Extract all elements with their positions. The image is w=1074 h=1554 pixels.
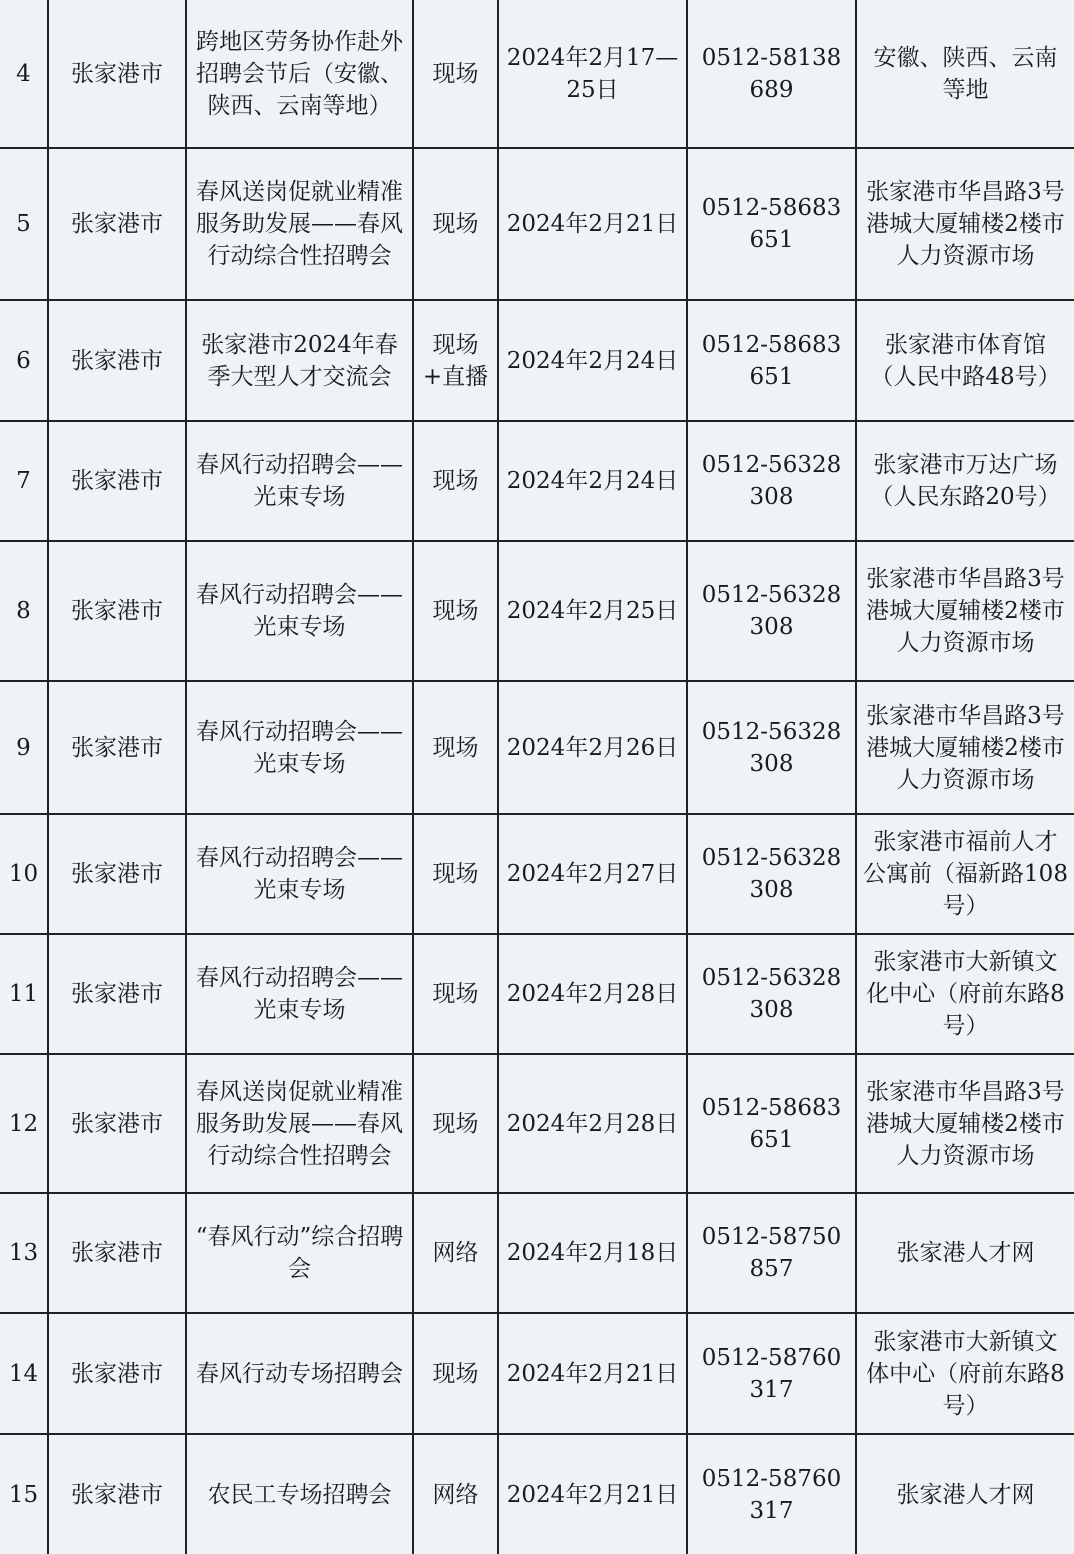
date-cell: 2024年2月24日 [498,300,687,421]
event-name-cell: 春风行动招聘会——光束专场 [186,541,413,681]
event-name-cell: “春风行动”综合招聘会 [186,1193,413,1313]
city-cell: 张家港市 [48,1054,186,1193]
phone-cell: 0512-58760317 [687,1434,856,1554]
location-cell: 安徽、陕西、云南等地 [856,0,1074,148]
location-cell: 张家港人才网 [856,1434,1074,1554]
location-cell: 张家港市华昌路3号港城大厦辅楼2楼市人力资源市场 [856,148,1074,300]
table-row [0,681,1074,814]
location-cell: 张家港市大新镇文化中心（府前东路8号） [856,934,1074,1054]
mode-cell: 现场 [413,814,498,934]
table-row [0,541,1074,681]
phone-cell: 0512-58750857 [687,1193,856,1313]
event-name-cell: 春风行动招聘会——光束专场 [186,421,413,541]
table-row [0,300,1074,421]
date-cell: 2024年2月28日 [498,934,687,1054]
event-name-cell: 农民工专场招聘会 [186,1434,413,1554]
table-row [0,934,1074,1054]
row-number: 15 [0,1434,48,1554]
location-cell: 张家港市体育馆（人民中路48号） [856,300,1074,421]
mode-cell: 现场 [413,681,498,814]
phone-cell: 0512-58683651 [687,148,856,300]
phone-cell: 0512-56328308 [687,421,856,541]
date-cell: 2024年2月18日 [498,1193,687,1313]
location-cell: 张家港市福前人才公寓前（福新路108号） [856,814,1074,934]
row-number: 5 [0,148,48,300]
mode-cell: 现场 [413,0,498,148]
row-number: 12 [0,1054,48,1193]
phone-cell: 0512-56328308 [687,934,856,1054]
city-cell: 张家港市 [48,1193,186,1313]
phone-cell: 0512-56328308 [687,814,856,934]
date-cell: 2024年2月21日 [498,148,687,300]
mode-cell: 现场 [413,421,498,541]
date-cell: 2024年2月17—25日 [498,0,687,148]
phone-cell: 0512-58138689 [687,0,856,148]
location-cell: 张家港市华昌路3号港城大厦辅楼2楼市人力资源市场 [856,1054,1074,1193]
row-number: 6 [0,300,48,421]
date-cell: 2024年2月28日 [498,1054,687,1193]
city-cell: 张家港市 [48,300,186,421]
date-cell: 2024年2月21日 [498,1434,687,1554]
mode-cell: 现场 [413,148,498,300]
location-cell: 张家港人才网 [856,1193,1074,1313]
row-number: 9 [0,681,48,814]
city-cell: 张家港市 [48,934,186,1054]
city-cell: 张家港市 [48,541,186,681]
event-name-cell: 春风行动招聘会——光束专场 [186,814,413,934]
event-name-cell: 跨地区劳务协作赴外招聘会节后（安徽、陕西、云南等地） [186,0,413,148]
event-name-cell: 张家港市2024年春季大型人才交流会 [186,300,413,421]
row-number: 14 [0,1313,48,1434]
table-row [0,814,1074,934]
mode-cell: 现场 [413,1313,498,1434]
event-name-cell: 春风送岗促就业精准服务助发展——春风行动综合性招聘会 [186,1054,413,1193]
event-name-cell: 春风行动专场招聘会 [186,1313,413,1434]
date-cell: 2024年2月24日 [498,421,687,541]
location-cell: 张家港市华昌路3号港城大厦辅楼2楼市人力资源市场 [856,681,1074,814]
table-row [0,0,1074,148]
city-cell: 张家港市 [48,681,186,814]
mode-cell: 现场 [413,541,498,681]
event-name-cell: 春风送岗促就业精准服务助发展——春风行动综合性招聘会 [186,148,413,300]
date-cell: 2024年2月26日 [498,681,687,814]
phone-cell: 0512-58760317 [687,1313,856,1434]
table-row [0,1313,1074,1434]
phone-cell: 0512-56328308 [687,681,856,814]
mode-cell: 现场 [413,1054,498,1193]
row-number: 11 [0,934,48,1054]
table-row [0,1193,1074,1313]
city-cell: 张家港市 [48,0,186,148]
location-cell: 张家港市万达广场（人民东路20号） [856,421,1074,541]
row-number: 7 [0,421,48,541]
city-cell: 张家港市 [48,1313,186,1434]
table-row [0,1054,1074,1193]
date-cell: 2024年2月27日 [498,814,687,934]
location-cell: 张家港市华昌路3号港城大厦辅楼2楼市人力资源市场 [856,541,1074,681]
table-row [0,1434,1074,1554]
date-cell: 2024年2月25日 [498,541,687,681]
phone-cell: 0512-56328308 [687,541,856,681]
mode-cell: 现场 [413,934,498,1054]
row-number: 13 [0,1193,48,1313]
city-cell: 张家港市 [48,148,186,300]
row-number: 8 [0,541,48,681]
phone-cell: 0512-58683651 [687,300,856,421]
table-row [0,148,1074,300]
table-row [0,421,1074,541]
event-name-cell: 春风行动招聘会——光束专场 [186,681,413,814]
city-cell: 张家港市 [48,421,186,541]
row-number: 4 [0,0,48,148]
city-cell: 张家港市 [48,814,186,934]
location-cell: 张家港市大新镇文体中心（府前东路8号） [856,1313,1074,1434]
mode-cell: 现场+直播 [413,300,498,421]
mode-cell: 网络 [413,1193,498,1313]
city-cell: 张家港市 [48,1434,186,1554]
event-name-cell: 春风行动招聘会——光束专场 [186,934,413,1054]
row-number: 10 [0,814,48,934]
phone-cell: 0512-58683651 [687,1054,856,1193]
mode-cell: 网络 [413,1434,498,1554]
date-cell: 2024年2月21日 [498,1313,687,1434]
